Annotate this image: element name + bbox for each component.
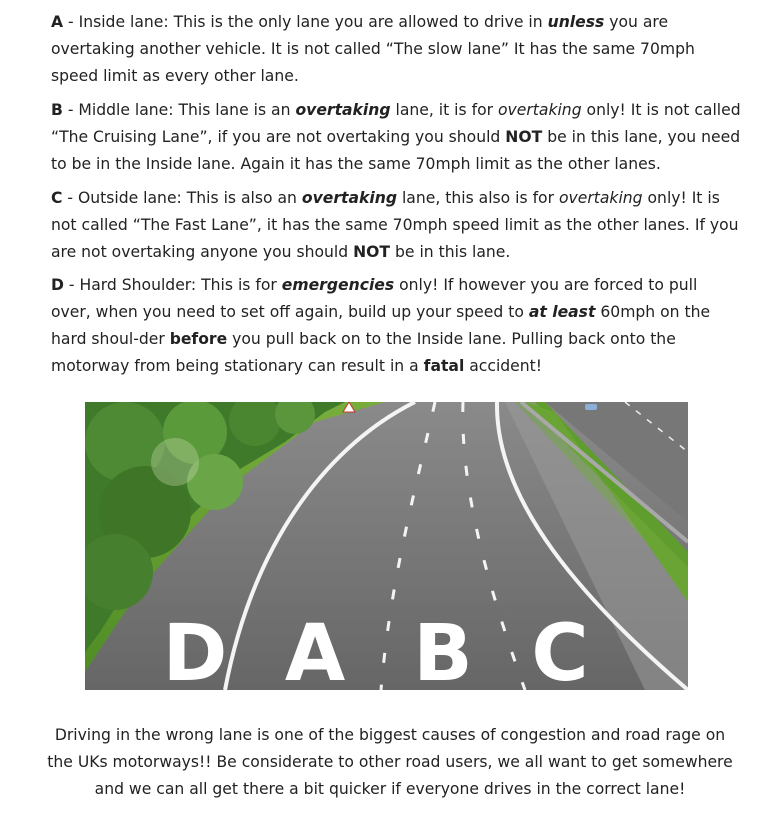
- lane-a-paragraph: A - Inside lane: This is the only lane you are allowed to drive in unless you are overtaking another vehicle. It is not called “The slow lane” It has the same 70mph speed limit as every other lane.: [51, 13, 695, 85]
- motorway-photo: [85, 402, 688, 690]
- lane-label-d: D: [162, 609, 228, 690]
- lane-b-paragraph: B - Middle lane: This lane is an overtaking lane, it is for overtaking only! It is not called “The Cruising Lane”, if you are not overtaking you should NOT be in this lane, you need to be in the Inside lane. Again it has the same 70mph limit as the other lanes.: [51, 101, 741, 173]
- distant-car: [585, 404, 597, 410]
- lane-a-letter: A: [51, 13, 64, 31]
- lane-c-paragraph: C - Outside lane: This is also an overtaking lane, this also is for overtaking only! It is not called “The Fast Lane”, it has the same 70mph speed limit as the other lanes. If you are not overtaking anyone you should NOT be in this lane.: [51, 189, 739, 261]
- lane-label-c: C: [531, 609, 589, 690]
- motorway-illustration: [85, 402, 688, 690]
- lane-d-letter: D: [51, 276, 64, 294]
- lane-c-letter: C: [51, 189, 63, 207]
- lane-b-letter: B: [51, 101, 63, 119]
- lane-label-a: A: [284, 609, 346, 690]
- footer-message: Driving in the wrong lane is one of the biggest causes of congestion and road rage on the UKs motorways!! Be considerate to other road users, we all want to get somewhere and we can all get there a bit quicker if everyone drives in the correct lane!: [47, 726, 733, 798]
- lane-d-paragraph: D - Hard Shoulder: This is for emergencies only! If however you are forced to pull over, when you need to set off again, build up your speed to at least 60mph on the hard shoul-der before you pull back on to the Inside lane. Pulling back onto the motorway from being stationary can result in a fatal accident!: [51, 276, 711, 375]
- lane-label-b: B: [413, 609, 473, 690]
